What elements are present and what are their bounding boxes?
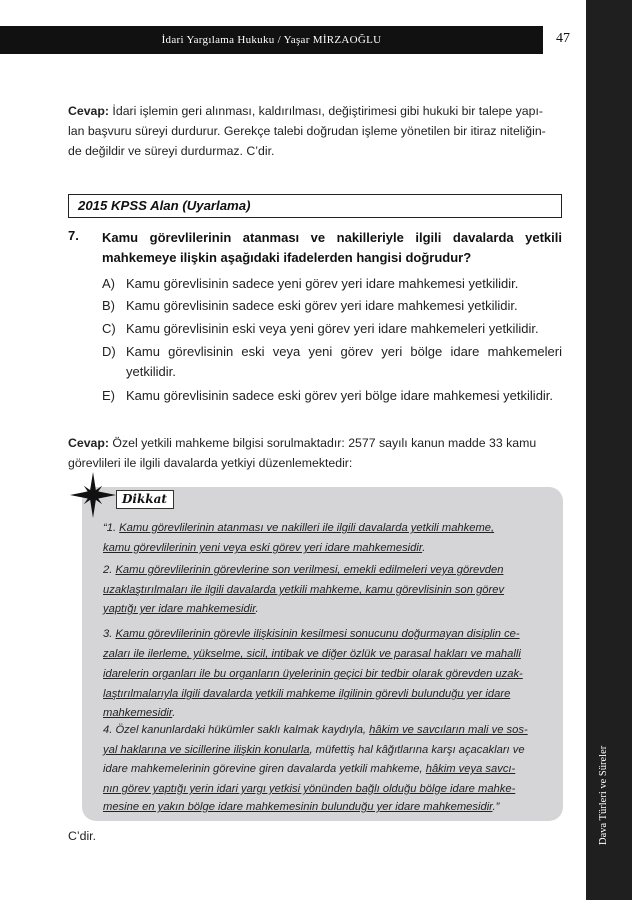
option-text: Kamu görevlisinin sadece eski görev yeri bölge idare mahkemesi yetkilidir. — [126, 388, 554, 403]
note-line — [103, 780, 553, 800]
intro-answer-line-3: de değildir ve süreyi durdurmaz. C’dir. — [68, 144, 275, 158]
note-text: .” — [492, 801, 500, 813]
note-underlined-text: yal haklarına ve sicillerine ilişkin konularla — [103, 744, 310, 756]
option-letter: E) — [102, 388, 115, 403]
note-underlined-text: hâkim ve savcıların mali ve sos- — [369, 724, 528, 736]
note-line — [103, 665, 553, 685]
chapter-side-tab — [586, 0, 632, 900]
note-line — [103, 561, 553, 581]
exam-source-box — [68, 194, 562, 218]
note-line — [103, 539, 553, 559]
note-line — [103, 685, 553, 705]
answer-label: Cevap: — [68, 436, 110, 450]
note-line — [103, 625, 553, 645]
note-line — [103, 581, 553, 601]
note-text: , müfettiş hal kâğıtlarına karşı açacakları ve — [309, 744, 525, 756]
note-text: 4. Özel kanunlardaki hükümler saklı kalmak kaydıyla, — [103, 724, 370, 736]
star-burst-icon — [70, 472, 116, 518]
page-number: 47 — [556, 31, 570, 46]
intro-answer-label: Cevap: — [68, 104, 110, 118]
option-letter: A) — [102, 276, 115, 291]
option-text: Kamu görevlisinin eski veya yeni görev yeri bölge idare mahkemeleri yetkilidir. — [126, 344, 562, 379]
attention-tag — [116, 490, 174, 509]
option-text: Kamu görevlisinin sadece eski görev yeri idare mahkemesi yetkilidir. — [126, 298, 518, 313]
note-text: “1. — [103, 522, 120, 534]
note-underlined-text: uzaklaştırılmaları ile ilgili davalarda yetkili mahkeme, kamu görevlisinin son görev — [103, 584, 505, 596]
option-text: Kamu görevlisinin sadece yeni görev yeri idare mahkemesi yetkilidir. — [126, 276, 519, 291]
option-text: Kamu görevlisinin eski veya yeni görev yeri idare mahkemeleri yetkilidir. — [126, 321, 539, 336]
question-number: 7. — [68, 228, 79, 243]
question-stem: Kamu görevlilerinin atanması ve nakilleriyle ilgili davalarda yetkili mahkemeye ilişkin aşağıdaki ifadelerden hangisi doğrudur? — [102, 230, 562, 265]
note-underlined-text: Kamu görevlilerinin atanması ve nakilleri ile ilgili davalarda yetkili mahkeme, — [119, 522, 495, 534]
option-letter: B) — [102, 298, 115, 313]
note-underlined-text: zaları ile ilerleme, yükselme, sicil, intibak ve diğer özlük ve parasal hakları ve mahalli — [103, 648, 521, 660]
note-underlined-text: idarelerin organları ile bu organların üyelerinin geçici bir tedbir olarak görevden uzak- — [103, 668, 523, 680]
note-line — [103, 741, 553, 761]
note-underlined-text: Kamu görevlilerinin görevle ilişkisinin kesilmesi sonucunu doğurmayan disiplin ce- — [115, 628, 520, 640]
note-line — [103, 519, 553, 539]
answer-line-1: Cevap: Özel yetkili mahkeme bilgisi sorulmaktadır: 2577 sayılı kanun madde 33 kamu — [68, 436, 537, 450]
note-line — [103, 760, 553, 780]
note-text: idare mahkemelerinin görevine giren davalarda yetkili mahkeme, — [103, 763, 426, 775]
option-letter: C) — [102, 321, 116, 336]
note-underlined-text: laştırılmalarıyla ilgili davalarda yetkili mahkeme ilgilinin görevli bulunduğu yer idare — [103, 688, 511, 700]
closing-text: C’dir. — [68, 829, 97, 843]
note-text: 2. — [103, 564, 116, 576]
note-line — [103, 798, 553, 818]
answer-line-2: görevlileri ile ilgili davalarda yetkiyi düzenlemektedir: — [68, 456, 353, 470]
note-text: . — [172, 707, 176, 719]
running-header-title: İdari Yargılama Hukuku / Yaşar MİRZAOĞLU — [161, 34, 382, 46]
note-text: . — [255, 603, 259, 615]
exam-source-label: 2015 KPSS Alan (Uyarlama) — [78, 198, 251, 213]
note-underlined-text: yaptığı yer idare mahkemesidir — [103, 603, 256, 615]
intro-answer-line-1: Cevap: İdari işlemin geri alınması, kaldırılması, değiştirimesi gibi hukuki bir talepe yapı- — [68, 104, 543, 118]
note-line — [103, 645, 553, 665]
note-underlined-text: hâkim veya savcı- — [425, 763, 516, 775]
note-line — [103, 721, 553, 741]
note-line — [103, 600, 553, 620]
note-underlined-text: nın görev yaptığı yerin idari yargı yetkisi yönünden bağlı olduğu bölge idare mahke- — [103, 783, 516, 795]
note-underlined-text: mahkemesidir — [103, 707, 173, 719]
note-underlined-text: Kamu görevlilerinin görevlerine son verilmesi, emekli edilmeleri veya görevden — [115, 564, 504, 576]
intro-answer-paragraph — [68, 101, 562, 161]
attention-tag-label: Dikkat — [122, 492, 167, 506]
note-underlined-text: kamu görevlilerinin yeni veya eski görev yeri idare mahkemesidir — [103, 542, 423, 554]
chapter-side-label: Dava Türleri ve Süreler — [598, 745, 609, 845]
intro-answer-line-2: lan başvuru süreyi durdurur. Gerekçe talebi doğrudan işleme yönetilen bir itiraz niteliğin- — [68, 124, 546, 138]
note-underlined-text: mesine en yakın bölge idare mahkemesinin bulunduğu yer idare mahkemesidir — [103, 801, 493, 813]
note-text: 3. — [103, 628, 116, 640]
answer-paragraph — [68, 433, 562, 473]
note-text: . — [422, 542, 426, 554]
option-letter: D) — [102, 344, 116, 359]
